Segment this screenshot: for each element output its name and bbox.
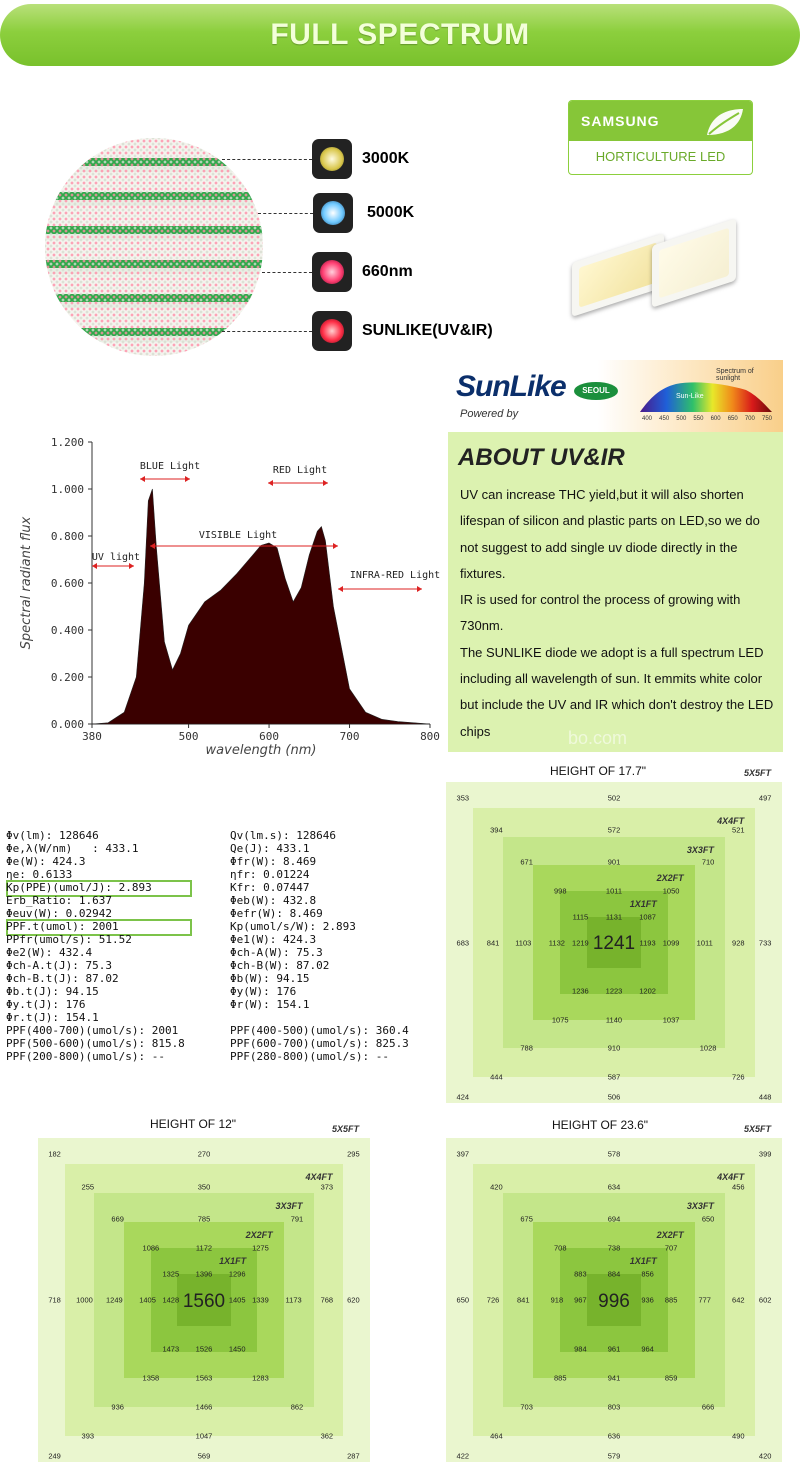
- readout-line: Φfr(W): 8.469: [230, 855, 317, 868]
- par-value: 1450: [228, 1344, 246, 1354]
- spectrum-series-area: [92, 489, 430, 724]
- led-chip-icon: [312, 139, 352, 179]
- par-value: 707: [664, 1243, 678, 1253]
- par-value: 1000: [76, 1295, 93, 1305]
- led-chip-icon: [312, 311, 352, 351]
- par-value: 362: [320, 1431, 334, 1441]
- par-value: 841: [486, 938, 500, 947]
- par-value: 1275: [252, 1243, 269, 1253]
- par-value: 572: [607, 825, 621, 835]
- readout-line: Qe(J): 433.1: [230, 842, 310, 855]
- smd-led-image: [572, 233, 664, 317]
- par-value: 295: [347, 1149, 360, 1159]
- zone-label: 1X1FT: [219, 1256, 247, 1267]
- led-type-5000k: [258, 193, 414, 233]
- par-value: 885: [553, 1373, 567, 1383]
- spectrum-tick: 450: [659, 416, 670, 422]
- par-value: 675: [520, 1214, 533, 1224]
- readout-line: PPF(400-700)(umol/s): 2001: [6, 1024, 179, 1037]
- annotation-arrowhead: [140, 476, 145, 482]
- chart-annotation: RED Light: [272, 465, 328, 476]
- par-value: 768: [320, 1295, 334, 1305]
- par-value: 998: [553, 886, 567, 896]
- par-value: 666: [701, 1402, 715, 1412]
- grid-title: HEIGHT OF 17.7": [550, 764, 647, 778]
- readout-line: PPF(600-700)(umol/s): 825.3: [230, 1037, 409, 1050]
- par-value: 1103: [515, 938, 532, 947]
- par-value: 569: [197, 1451, 211, 1461]
- par-value: 694: [607, 1214, 621, 1224]
- spectrum-tick: 750: [761, 416, 772, 422]
- readout-line: ηfr: 0.01224: [230, 868, 310, 881]
- readout-line: Φe1(W): 424.3: [230, 933, 317, 946]
- y-tick-label: 1.200: [50, 436, 84, 449]
- par-value: 399: [758, 1149, 772, 1159]
- readout-line: PPF(500-600)(umol/s): 815.8: [6, 1037, 185, 1050]
- par-value: 941: [607, 1373, 621, 1383]
- readout-line: Kp(PPE)(umol/J): 2.893: [6, 881, 152, 894]
- leader-line: [222, 159, 312, 160]
- par-value: 255: [81, 1182, 95, 1192]
- par-value: 1037: [662, 1015, 680, 1025]
- par-value: 373: [320, 1182, 334, 1192]
- readout-line: Φe(W): 424.3: [6, 855, 86, 868]
- sunlike-banner: [446, 360, 783, 432]
- zone-label: 3X3FT: [686, 844, 714, 855]
- par-value: 703: [520, 1402, 533, 1412]
- spectrum-tick: 500: [676, 416, 687, 422]
- led-type-label: SUNLIKE(UV&IR): [362, 322, 493, 339]
- chart-annotation: UV light: [91, 552, 141, 563]
- par-value: 422: [456, 1451, 470, 1461]
- seoul-badge: SEOUL: [574, 382, 618, 400]
- zone-label: 5X5FT: [744, 1124, 772, 1134]
- par-value: 733: [758, 938, 772, 947]
- readout-line: PPfr(umol/s): 51.52: [6, 933, 132, 946]
- zone-label: 1X1FT: [629, 1256, 657, 1267]
- y-tick-label: 1.000: [50, 483, 84, 496]
- grid-title: HEIGHT OF 12": [150, 1117, 237, 1131]
- par-value: 650: [456, 1295, 470, 1305]
- about-title: ABOUT UV&IR: [458, 444, 625, 471]
- par-value: 777: [698, 1295, 711, 1305]
- par-value: 936: [111, 1402, 124, 1412]
- par-value: 901: [607, 857, 621, 867]
- par-value: 885: [664, 1295, 678, 1305]
- readout-line: Φch-B.t(J): 87.02: [6, 972, 119, 985]
- zone-label: 4X4FT: [305, 1172, 333, 1183]
- par-value: 353: [456, 793, 470, 803]
- par-value: 726: [732, 1072, 745, 1082]
- spectrum-tick: 650: [727, 416, 738, 422]
- zone-label: 5X5FT: [332, 1124, 360, 1134]
- annotation-arrowhead: [323, 480, 328, 486]
- par-value: 1428: [162, 1295, 180, 1305]
- spectrum-title: Spectrum of sunlight: [716, 368, 754, 382]
- readout-line: Φy(W): 176: [230, 985, 297, 998]
- par-value: 448: [758, 1092, 772, 1102]
- readout-line: Φr(W): 154.1: [230, 998, 310, 1011]
- par-value: 738: [607, 1243, 621, 1253]
- y-tick-label: 0.600: [50, 577, 84, 590]
- spectrum-chart: [10, 432, 440, 762]
- par-value: 1075: [551, 1015, 569, 1025]
- par-value: 859: [664, 1373, 678, 1383]
- led-type-label: 5000K: [367, 204, 415, 221]
- par-value: 1563: [195, 1373, 213, 1383]
- par-value: 862: [290, 1402, 304, 1412]
- about-uv-ir-panel: [448, 432, 783, 752]
- par-value: 287: [347, 1451, 360, 1461]
- grid-title: HEIGHT OF 23.6": [552, 1118, 649, 1132]
- par-value: 710: [701, 857, 715, 867]
- readout-line: Φe,λ(W/nm) : 433.1: [6, 842, 139, 855]
- annotation-arrowhead: [333, 543, 338, 549]
- par-value: 1087: [639, 912, 656, 922]
- par-center-value: 996: [598, 1290, 630, 1312]
- zone-label: 2X2FT: [245, 1230, 273, 1241]
- par-value: 620: [347, 1295, 360, 1305]
- annotation-arrowhead: [92, 563, 97, 569]
- par-value: 502: [607, 793, 621, 803]
- par-value: 444: [490, 1072, 503, 1082]
- y-tick-label: 0.400: [50, 624, 84, 637]
- x-axis-label: wavelength (nm): [205, 743, 317, 758]
- par-value: 918: [550, 1295, 564, 1305]
- x-tick-label: 500: [178, 730, 199, 743]
- par-value: 1047: [195, 1431, 213, 1441]
- readout-line: PPF(280-800)(umol/s): --: [230, 1050, 389, 1063]
- par-value: 964: [641, 1344, 654, 1354]
- zone-label: 1X1FT: [629, 899, 657, 910]
- par-value: 579: [607, 1451, 621, 1461]
- spectrum-tick: 600: [710, 416, 721, 422]
- par-value: 270: [197, 1149, 211, 1159]
- par-value: 506: [607, 1092, 621, 1102]
- sunlike-logo: SunLike: [456, 370, 566, 403]
- y-tick-label: 0.200: [50, 671, 84, 684]
- readout-line: Φefr(W): 8.469: [230, 907, 323, 920]
- par-value: 1131: [605, 912, 623, 922]
- par-value: 1011: [605, 886, 623, 896]
- par-value: 350: [197, 1182, 211, 1192]
- readout-line: Φr.t(J): 154.1: [6, 1011, 99, 1024]
- par-value: 587: [607, 1072, 621, 1082]
- x-tick-label: 700: [339, 730, 360, 743]
- x-tick-label: 800: [420, 730, 440, 743]
- zone-label: 4X4FT: [717, 1172, 745, 1183]
- par-value: 1202: [639, 986, 656, 996]
- samsung-brand: SAMSUNG: [581, 113, 660, 129]
- par-value: 1115: [572, 912, 589, 922]
- zone-label: 2X2FT: [656, 1230, 684, 1241]
- par-value: 393: [81, 1431, 95, 1441]
- readout-line: ηe: 0.6133: [6, 868, 73, 881]
- par-value: 884: [607, 1269, 621, 1279]
- chart-annotation: INFRA-RED Light: [349, 570, 440, 581]
- annotation-arrowhead: [129, 563, 134, 569]
- par-value: 182: [48, 1149, 61, 1159]
- sunlike-powered-by: Powered by: [460, 408, 519, 420]
- par-value: 1099: [662, 938, 680, 947]
- par-value: 249: [48, 1451, 61, 1461]
- readout-line: Φb.t(J): 94.15: [6, 985, 99, 998]
- samsung-badge: [568, 100, 753, 175]
- par-value: 856: [641, 1269, 654, 1279]
- leader-line: [262, 272, 312, 273]
- par-value: 936: [641, 1295, 654, 1305]
- zone-label: 3X3FT: [275, 1201, 303, 1212]
- leader-line: [258, 213, 313, 214]
- readout-line: Φy.t(J): 176: [6, 998, 86, 1011]
- led-type-label: 3000K: [362, 150, 410, 167]
- sunlight-spectrum-image: [636, 368, 776, 426]
- par-value: 1405: [228, 1295, 246, 1305]
- par-value: 671: [520, 857, 533, 867]
- par-value: 1086: [142, 1243, 160, 1253]
- par-value: 961: [607, 1344, 621, 1354]
- readout-line: Erb_Ratio: 1.637: [6, 894, 112, 907]
- readout-line: Φv(lm): 128646: [6, 829, 99, 842]
- readout-line: Kfr: 0.07447: [230, 881, 310, 894]
- x-tick-label: 600: [259, 730, 279, 743]
- par-value: 1396: [195, 1269, 213, 1279]
- par-value: 636: [607, 1431, 621, 1441]
- led-type-sunlike: [222, 311, 493, 351]
- par-value: 683: [456, 938, 470, 947]
- par-value: 497: [758, 793, 772, 803]
- spectrum-tick: 550: [693, 416, 704, 422]
- par-value: 791: [290, 1214, 304, 1224]
- spectrum-tick: 700: [744, 416, 755, 422]
- par-center-value: 1560: [182, 1290, 226, 1312]
- par-value: 883: [574, 1269, 587, 1279]
- par-value: 1249: [106, 1295, 123, 1305]
- par-value: 602: [758, 1295, 772, 1305]
- chart-annotation: VISIBLE Light: [198, 530, 278, 541]
- led-type-660nm: [262, 252, 413, 292]
- par-value: 1283: [252, 1373, 269, 1383]
- watermark: bo.com: [568, 728, 628, 748]
- zone-label: 2X2FT: [656, 873, 684, 884]
- par-value: 1325: [162, 1269, 180, 1279]
- par-value: 650: [701, 1214, 715, 1224]
- par-value: 788: [520, 1043, 533, 1053]
- readout-line: PPF(400-500)(umol/s): 360.4: [230, 1024, 409, 1037]
- par-value: 669: [111, 1214, 124, 1224]
- readout-line: Φch-A.t(J): 75.3: [6, 959, 112, 972]
- par-value: 1405: [139, 1295, 156, 1305]
- leaf-icon: [701, 105, 747, 139]
- led-type-label: 660nm: [362, 263, 413, 280]
- par-value: 1173: [285, 1295, 302, 1305]
- page-title: FULL SPECTRUM: [270, 18, 530, 51]
- par-value: 1223: [605, 986, 623, 996]
- readout-line: Φb(W): 94.15: [230, 972, 310, 985]
- par-value: 718: [48, 1295, 61, 1305]
- par-value: 490: [732, 1431, 745, 1441]
- readout-line: PPF(200-800)(umol/s): --: [6, 1050, 165, 1063]
- readout-line: Qv(lm.s): 128646: [230, 829, 336, 842]
- zone-label: 4X4FT: [717, 815, 745, 826]
- leader-line: [222, 331, 312, 332]
- par-value: 910: [607, 1043, 621, 1053]
- zone-label: 3X3FT: [686, 1201, 714, 1212]
- y-axis-label: Spectral radiant flux: [19, 516, 34, 650]
- par-value: 397: [456, 1149, 470, 1159]
- spectrum-ticks: [642, 416, 772, 422]
- par-value: 1132: [548, 938, 565, 947]
- par-value: 642: [732, 1295, 745, 1305]
- par-value: 803: [607, 1402, 621, 1412]
- annotation-arrowhead: [268, 480, 273, 486]
- spectrum-tick: 400: [642, 416, 653, 422]
- par-value: 1011: [696, 938, 713, 947]
- par-value: 1140: [605, 1015, 623, 1025]
- led-chip-icon: [313, 193, 353, 233]
- spectrum-label: Sun-Like: [676, 393, 704, 400]
- par-value: 1473: [162, 1344, 180, 1354]
- par-value: 634: [607, 1182, 621, 1192]
- led-chip-icon: [312, 252, 352, 292]
- par-value: 841: [517, 1295, 530, 1305]
- par-value: 1339: [252, 1295, 269, 1305]
- smd-led-image: [652, 218, 736, 307]
- led-type-3000k: [222, 139, 409, 179]
- x-tick-label: 380: [82, 730, 102, 743]
- readout-line: Φeb(W): 432.8: [230, 894, 317, 907]
- about-text: UV can increase THC yield,but it will also shorten lifespan of silicon and plastic parts on LED,so we do not suggest to add single uv diode directly in the fixtures. IR is used for control the process of growing with 730nm. The SUNLIKE diode we adopt is a full spectrum LED including all wavelength of sun. It emmits white color but include the UV and IR which don't destroy the LED chips: [460, 487, 774, 739]
- par-value: 394: [490, 825, 503, 835]
- par-value: 521: [732, 825, 745, 835]
- par-value: 785: [197, 1214, 211, 1224]
- readout-line: Kp(umol/s/W): 2.893: [230, 920, 356, 933]
- par-value: 708: [553, 1243, 567, 1253]
- par-value: 424: [456, 1092, 470, 1102]
- chart-annotation: BLUE Light: [139, 461, 201, 472]
- par-value: 578: [607, 1149, 621, 1159]
- par-value: 1219: [572, 938, 589, 947]
- readout-line: Φe2(W): 432.4: [6, 946, 93, 959]
- par-value: 420: [758, 1451, 772, 1461]
- par-value: 1466: [195, 1402, 213, 1412]
- par-value: 1050: [662, 886, 680, 896]
- annotation-arrowhead: [417, 586, 422, 592]
- par-value: 967: [574, 1295, 587, 1305]
- par-value: 1172: [195, 1243, 213, 1253]
- par-value: 1526: [195, 1344, 213, 1354]
- par-value: 464: [490, 1431, 503, 1441]
- readout-line: Φeuv(W): 0.02942: [6, 907, 112, 920]
- y-tick-label: 0.000: [50, 718, 84, 731]
- readout-line: PPF.t(umol): 2001: [6, 920, 119, 933]
- par-value: 1193: [639, 938, 656, 947]
- zone-label: 5X5FT: [744, 768, 772, 778]
- par-value: 1236: [572, 986, 589, 996]
- par-value: 928: [732, 938, 745, 947]
- par-value: 726: [486, 1295, 500, 1305]
- par-value: 984: [574, 1344, 587, 1354]
- par-value: 1358: [142, 1373, 160, 1383]
- par-center-value: 1241: [592, 933, 636, 955]
- annotation-arrowhead: [338, 586, 343, 592]
- par-value: 456: [732, 1182, 745, 1192]
- y-tick-label: 0.800: [50, 530, 84, 543]
- par-value: 1028: [699, 1043, 717, 1053]
- readout-line: Φch-B(W): 87.02: [230, 959, 330, 972]
- readout-line: Φch-A(W): 75.3: [230, 946, 323, 959]
- par-value: 1296: [228, 1269, 246, 1279]
- par-value: 420: [490, 1182, 503, 1192]
- annotation-arrowhead: [185, 476, 190, 482]
- samsung-subtitle: HORTICULTURE LED: [595, 149, 726, 164]
